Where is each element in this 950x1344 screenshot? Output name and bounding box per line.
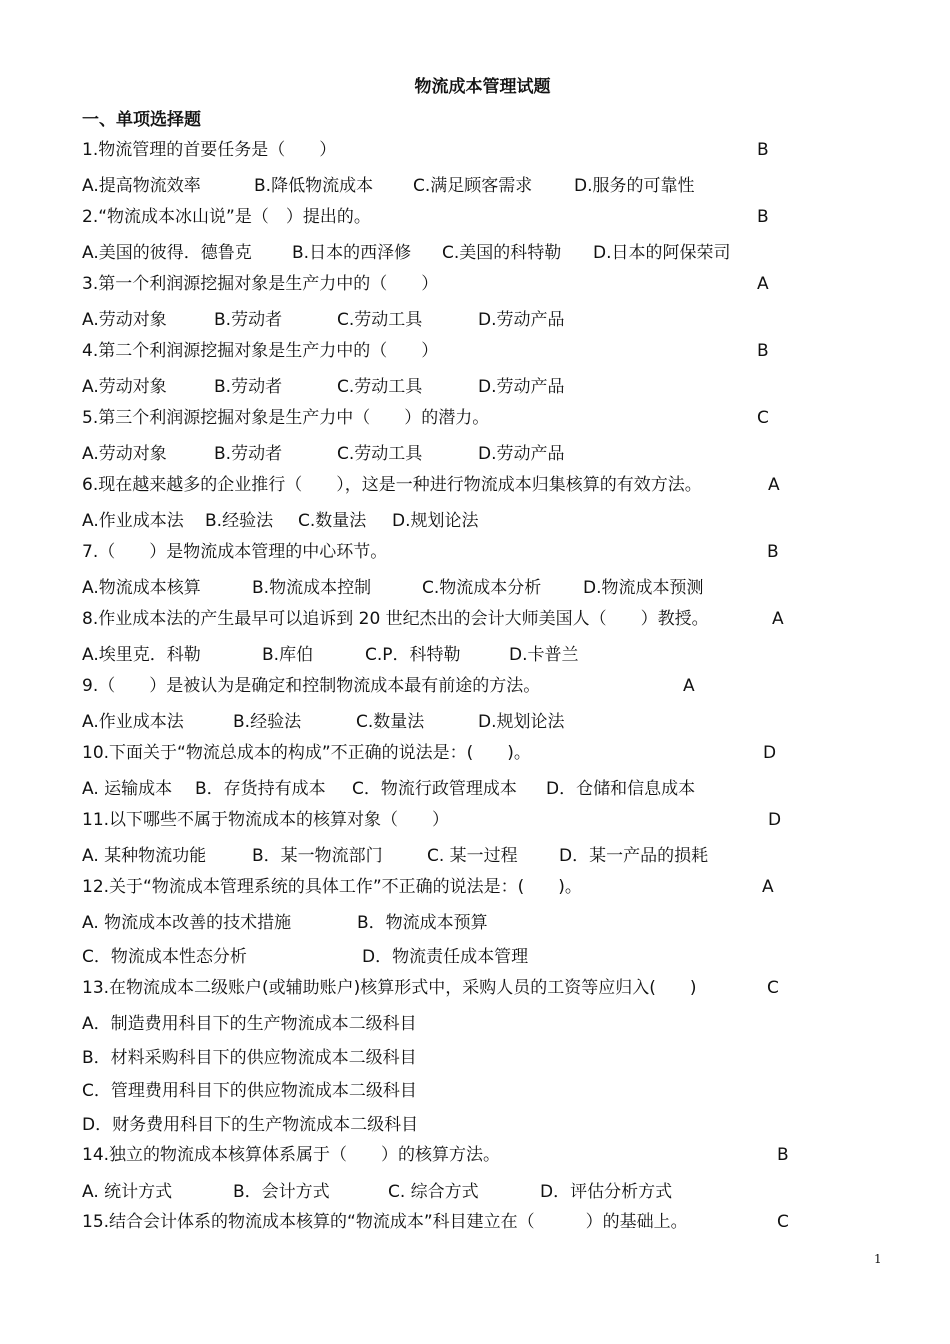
question-text: 5.第三个利润源挖掘对象是生产力中（ ）的潜力。 [82,408,490,428]
option: B．材料采购科目下的供应物流成本二级科目 [82,1048,417,1068]
question-text: 2.“物流成本冰山说”是（ ）提出的。 [82,207,371,227]
question-text: 9.（ ）是被认为是确定和控制物流成本最有前途的方法。 [82,676,541,696]
option: D.日本的阿保荣司 [593,243,731,263]
answer-key: D [763,743,777,763]
answer-key: A [683,676,695,696]
option: B.经验法 [205,511,274,531]
option: D．物流责任成本管理 [362,947,529,967]
option: A.埃里克．科勒 [82,645,201,665]
option: B.日本的西泽修 [292,243,412,263]
option: A.作业成本法 [82,712,184,732]
option: A. 运输成本 [82,779,173,799]
answer-key: B [757,140,769,160]
page-number: 1 [874,1252,882,1266]
answer-key: C [777,1212,789,1232]
option: D.劳动产品 [478,310,565,330]
option: D.服务的可靠性 [574,176,695,196]
answer-key: A [757,274,769,294]
option: B．某一物流部门 [252,846,383,866]
answer-key: B [757,207,769,227]
question-text: 15.结合会计体系的物流成本核算的“物流成本”科目建立在（ ）的基础上。 [82,1212,688,1232]
option: A．制造费用科目下的生产物流成本二级科目 [82,1014,417,1034]
option: D．财务费用科目下的生产物流成本二级科目 [82,1115,419,1135]
question-text: 4.第二个利润源挖掘对象是生产力中的（ ） [82,341,439,361]
question-text: 12.关于“物流成本管理系统的具体工作”不正确的说法是：( )。 [82,877,582,897]
answer-key: D [768,810,782,830]
question-text: 14.独立的物流成本核算体系属于（ ）的核算方法。 [82,1145,501,1165]
option: B.劳动者 [214,310,283,330]
question-text: 1.物流管理的首要任务是（ ） [82,140,337,160]
question-text: 8.作业成本法的产生最早可以追诉到 20 世纪杰出的会计大师美国人（ ）教授。 [82,609,709,629]
option: B．物流成本预算 [357,913,488,933]
option: A.劳动对象 [82,310,167,330]
option: B.劳动者 [214,444,283,464]
question-text: 3.第一个利润源挖掘对象是生产力中的（ ） [82,274,439,294]
option: C.劳动工具 [337,310,423,330]
option: D.卡普兰 [509,645,579,665]
option: D.物流成本预测 [583,578,704,598]
answer-key: A [768,475,780,495]
option: D.劳动产品 [478,377,565,397]
answer-key: C [767,978,779,998]
option: C.满足顾客需求 [413,176,533,196]
option: A.物流成本核算 [82,578,201,598]
answer-key: B [757,341,769,361]
option: C．管理费用科目下的供应物流成本二级科目 [82,1081,417,1101]
option: B．存货持有成本 [195,779,326,799]
option: B.劳动者 [214,377,283,397]
option: A. 某种物流功能 [82,846,207,866]
option: B.降低物流成本 [254,176,374,196]
question-text: 7.（ ）是物流成本管理的中心环节。 [82,542,388,562]
question-text: 11.以下哪些不属于物流成本的核算对象（ ） [82,810,450,830]
option: A.提高物流效率 [82,176,201,196]
option: C.劳动工具 [337,444,423,464]
option: D．仓储和信息成本 [546,779,696,799]
option: C．物流行政管理成本 [352,779,517,799]
option: A.美国的彼得．德鲁克 [82,243,252,263]
answer-key: B [767,542,779,562]
option: C.P．科特勒 [365,645,461,665]
option: B．会计方式 [233,1182,330,1202]
option: D.规划论法 [478,712,565,732]
option: B.经验法 [233,712,302,732]
answer-key: C [757,408,769,428]
question-text: 6.现在越来越多的企业推行（ ），这是一种进行物流成本归集核算的有效方法。 [82,475,702,495]
option: D．评估分析方式 [540,1182,673,1202]
option: C.数量法 [356,712,425,732]
option: A. 统计方式 [82,1182,173,1202]
question-text: 10.下面关于“物流总成本的构成”不正确的说法是：( )。 [82,743,531,763]
option: C．物流成本性态分析 [82,947,247,967]
option: C.美国的科特勒 [442,243,562,263]
option: D.劳动产品 [478,444,565,464]
option: A.劳动对象 [82,377,167,397]
answer-key: B [777,1145,789,1165]
answer-key: A [772,609,784,629]
option: D．某一产品的损耗 [559,846,709,866]
option: B.库伯 [262,645,314,665]
option: C.物流成本分析 [422,578,542,598]
section-heading: 一、单项选择题 [82,110,201,130]
option: A.劳动对象 [82,444,167,464]
option: C.数量法 [298,511,367,531]
option: A. 物流成本改善的技术措施 [82,913,292,933]
option: B.物流成本控制 [252,578,372,598]
document-title: 物流成本管理试题 [414,77,551,97]
option: D.规划论法 [392,511,479,531]
option: A.作业成本法 [82,511,184,531]
option: C. 某一过程 [427,846,518,866]
option: C. 综合方式 [388,1182,479,1202]
question-text: 13.在物流成本二级账户(或辅助账户)核算形式中，采购人员的工资等应归入( ) [82,978,697,998]
answer-key: A [762,877,774,897]
option: C.劳动工具 [337,377,423,397]
